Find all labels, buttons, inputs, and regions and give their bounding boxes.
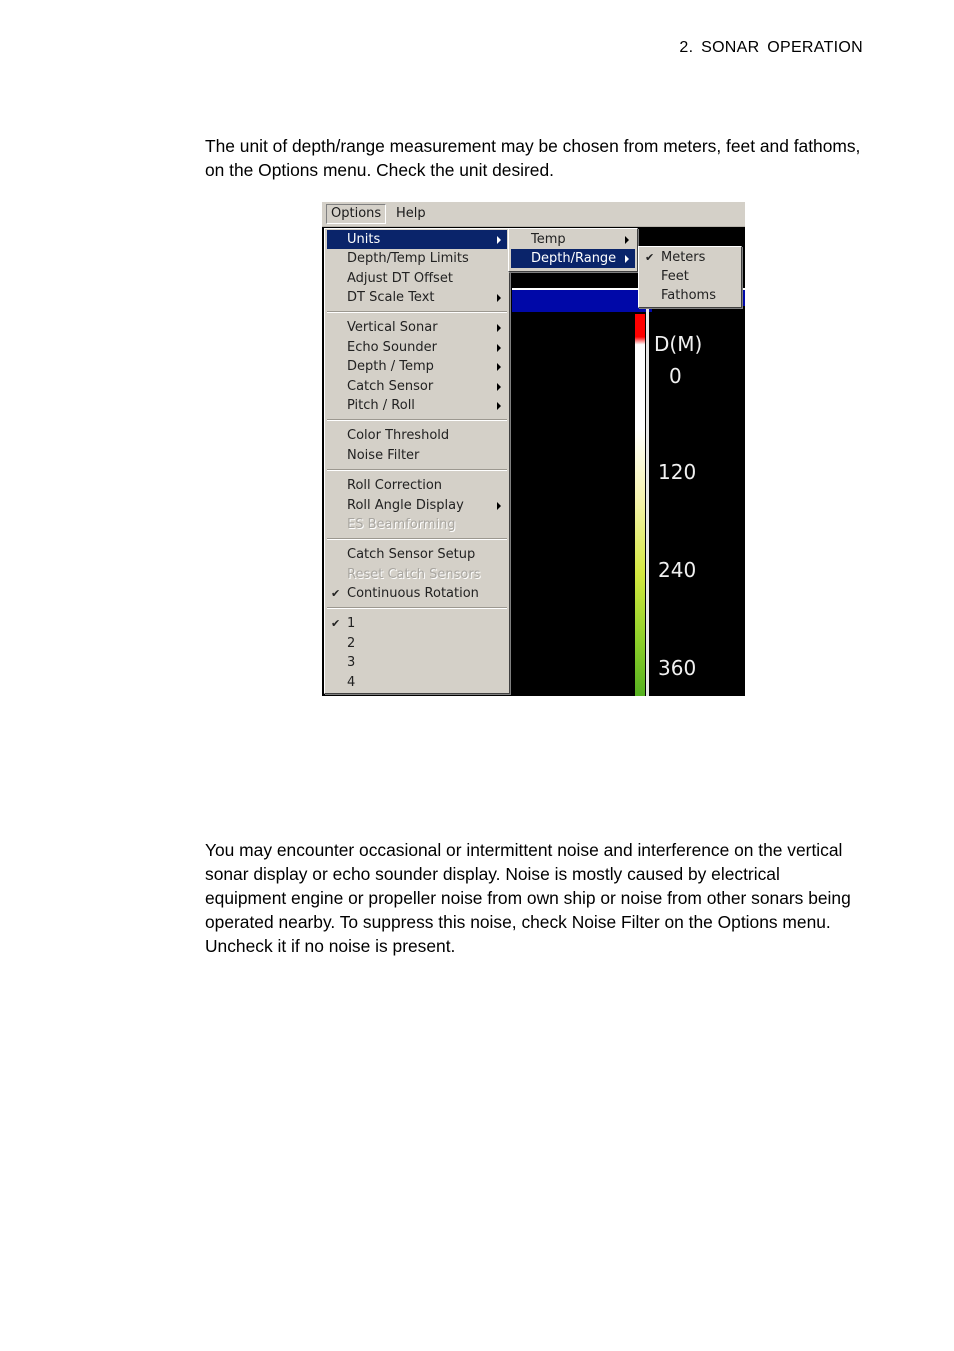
- menu-item-label: Adjust DT Offset: [347, 271, 453, 286]
- menu-item-label: 2: [347, 636, 356, 651]
- menu-item-label: Pitch / Roll: [347, 398, 415, 413]
- menu-item-label: Units: [347, 232, 381, 247]
- check-icon: ✔: [645, 251, 655, 264]
- menu-item-3[interactable]: [327, 653, 507, 672]
- menu-item-es-beamforming: [327, 515, 507, 534]
- color-scale-bar: [635, 314, 645, 696]
- menu-item-catch-sensor-setup[interactable]: [327, 545, 507, 564]
- menu-item-label: ES Beamforming: [347, 517, 456, 532]
- menu-item-adjust-dt-offset[interactable]: [327, 269, 507, 288]
- menu-item-label: Temp: [531, 232, 566, 247]
- menu-item-label: Meters: [661, 250, 706, 265]
- menu-item-continuous-rotation[interactable]: [327, 584, 507, 603]
- depth-scale: [652, 306, 745, 696]
- menu-item-depth-temp[interactable]: [327, 357, 507, 376]
- menu-item-label: Vertical Sonar: [347, 320, 438, 335]
- menu-item-noise-filter[interactable]: [327, 446, 507, 465]
- menu-item-label: 3: [347, 655, 356, 670]
- submenu-arrow-icon: [497, 402, 501, 410]
- menu-item-label: Roll Angle Display: [347, 498, 464, 513]
- menu-separator: [327, 469, 507, 471]
- menu-item-roll-correction[interactable]: [327, 476, 507, 495]
- menu-item-echo-sounder[interactable]: [327, 338, 507, 357]
- menu-item-units[interactable]: [327, 230, 507, 249]
- section-header: 2. SONAR OPERATION: [679, 39, 863, 56]
- menu-item-label: DT Scale Text: [347, 290, 435, 305]
- scale-tick: 240: [658, 558, 697, 582]
- scale-tick: 360: [658, 656, 697, 680]
- menu-item-pitch-roll[interactable]: [327, 396, 507, 415]
- menu-item-fathoms[interactable]: [641, 286, 739, 305]
- menu-item-color-threshold[interactable]: [327, 426, 507, 445]
- submenu-arrow-icon: [497, 324, 501, 332]
- menu-item-label: Fathoms: [661, 288, 716, 303]
- menu-separator: [327, 311, 507, 313]
- submenu-arrow-icon: [497, 383, 501, 391]
- menu-item-2[interactable]: [327, 634, 507, 653]
- submenu-arrow-icon: [625, 236, 629, 244]
- menu-item-meters[interactable]: [641, 248, 739, 267]
- menu-separator: [327, 538, 507, 540]
- menu-separator: [327, 607, 507, 609]
- menu-item-label: Catch Sensor Setup: [347, 547, 476, 562]
- menu-item-label: Depth / Temp: [347, 359, 434, 374]
- menu-item-label: Continuous Rotation: [347, 586, 479, 601]
- menu-item-label: Catch Sensor: [347, 379, 434, 394]
- options-dropdown: [324, 228, 510, 694]
- depth-range-submenu: [638, 246, 742, 308]
- scale-tick: 0: [669, 364, 682, 388]
- menu-item-depth-range[interactable]: [511, 249, 635, 268]
- units-paragraph: The unit of depth/range measurement may be chosen from meters, feet and fathoms, on the Options menu. Check the unit desired.: [205, 136, 861, 180]
- menu-item-label: Depth/Temp Limits: [347, 251, 469, 266]
- scale-divider: [646, 306, 649, 696]
- menu-options[interactable]: Options: [326, 204, 386, 224]
- menu-item-label: Depth/Range: [531, 251, 617, 266]
- menu-help[interactable]: Help: [396, 206, 426, 221]
- menu-item-label: Noise Filter: [347, 448, 420, 463]
- submenu-arrow-icon: [497, 294, 501, 302]
- noise-paragraph: You may encounter occasional or intermittent noise and interference on the vertical sonar display or echo sounder display. Noise is mostly caused by electrical equipment engine or propeller noise from own ship or noise from other sonars being operated nearby. To suppress this noise, check Noise Filter on the Options menu. Uncheck it if no noise is present.: [205, 840, 851, 956]
- submenu-arrow-icon: [497, 363, 501, 371]
- menu-item-feet[interactable]: [641, 267, 739, 286]
- submenu-arrow-icon: [497, 502, 501, 510]
- check-icon: ✔: [331, 617, 341, 630]
- menu-item-reset-catch-sensors: [327, 565, 507, 584]
- menu-item-catch-sensor[interactable]: [327, 377, 507, 396]
- menu-item-label: Color Threshold: [347, 428, 450, 443]
- scale-unit-label: D(M): [654, 332, 703, 356]
- menu-item-label: Feet: [661, 269, 689, 284]
- menu-item-label: Echo Sounder: [347, 340, 437, 355]
- submenu-arrow-icon: [625, 255, 629, 263]
- menu-item-label: 4: [347, 675, 356, 690]
- menu-item-vertical-sonar[interactable]: [327, 318, 507, 337]
- menu-item-temp[interactable]: [511, 230, 635, 249]
- menu-item-depth-temp-limits[interactable]: [327, 249, 507, 268]
- menu-item-label: Reset Catch Sensors: [347, 567, 481, 582]
- menu-bar: [322, 202, 745, 227]
- options-menu-screenshot: [322, 202, 745, 696]
- menu-separator: [327, 419, 507, 421]
- menu-item-label: 1: [347, 616, 356, 631]
- menu-item-label: Roll Correction: [347, 478, 443, 493]
- submenu-arrow-icon: [497, 344, 501, 352]
- menu-item-dt-scale-text[interactable]: [327, 288, 507, 307]
- menu-item-4[interactable]: [327, 673, 507, 692]
- units-submenu: [508, 228, 638, 272]
- scale-tick: 120: [658, 460, 697, 484]
- menu-item-1[interactable]: [327, 614, 507, 633]
- menu-item-roll-angle-display[interactable]: [327, 496, 507, 515]
- submenu-arrow-icon: [497, 236, 501, 244]
- check-icon: ✔: [331, 587, 341, 600]
